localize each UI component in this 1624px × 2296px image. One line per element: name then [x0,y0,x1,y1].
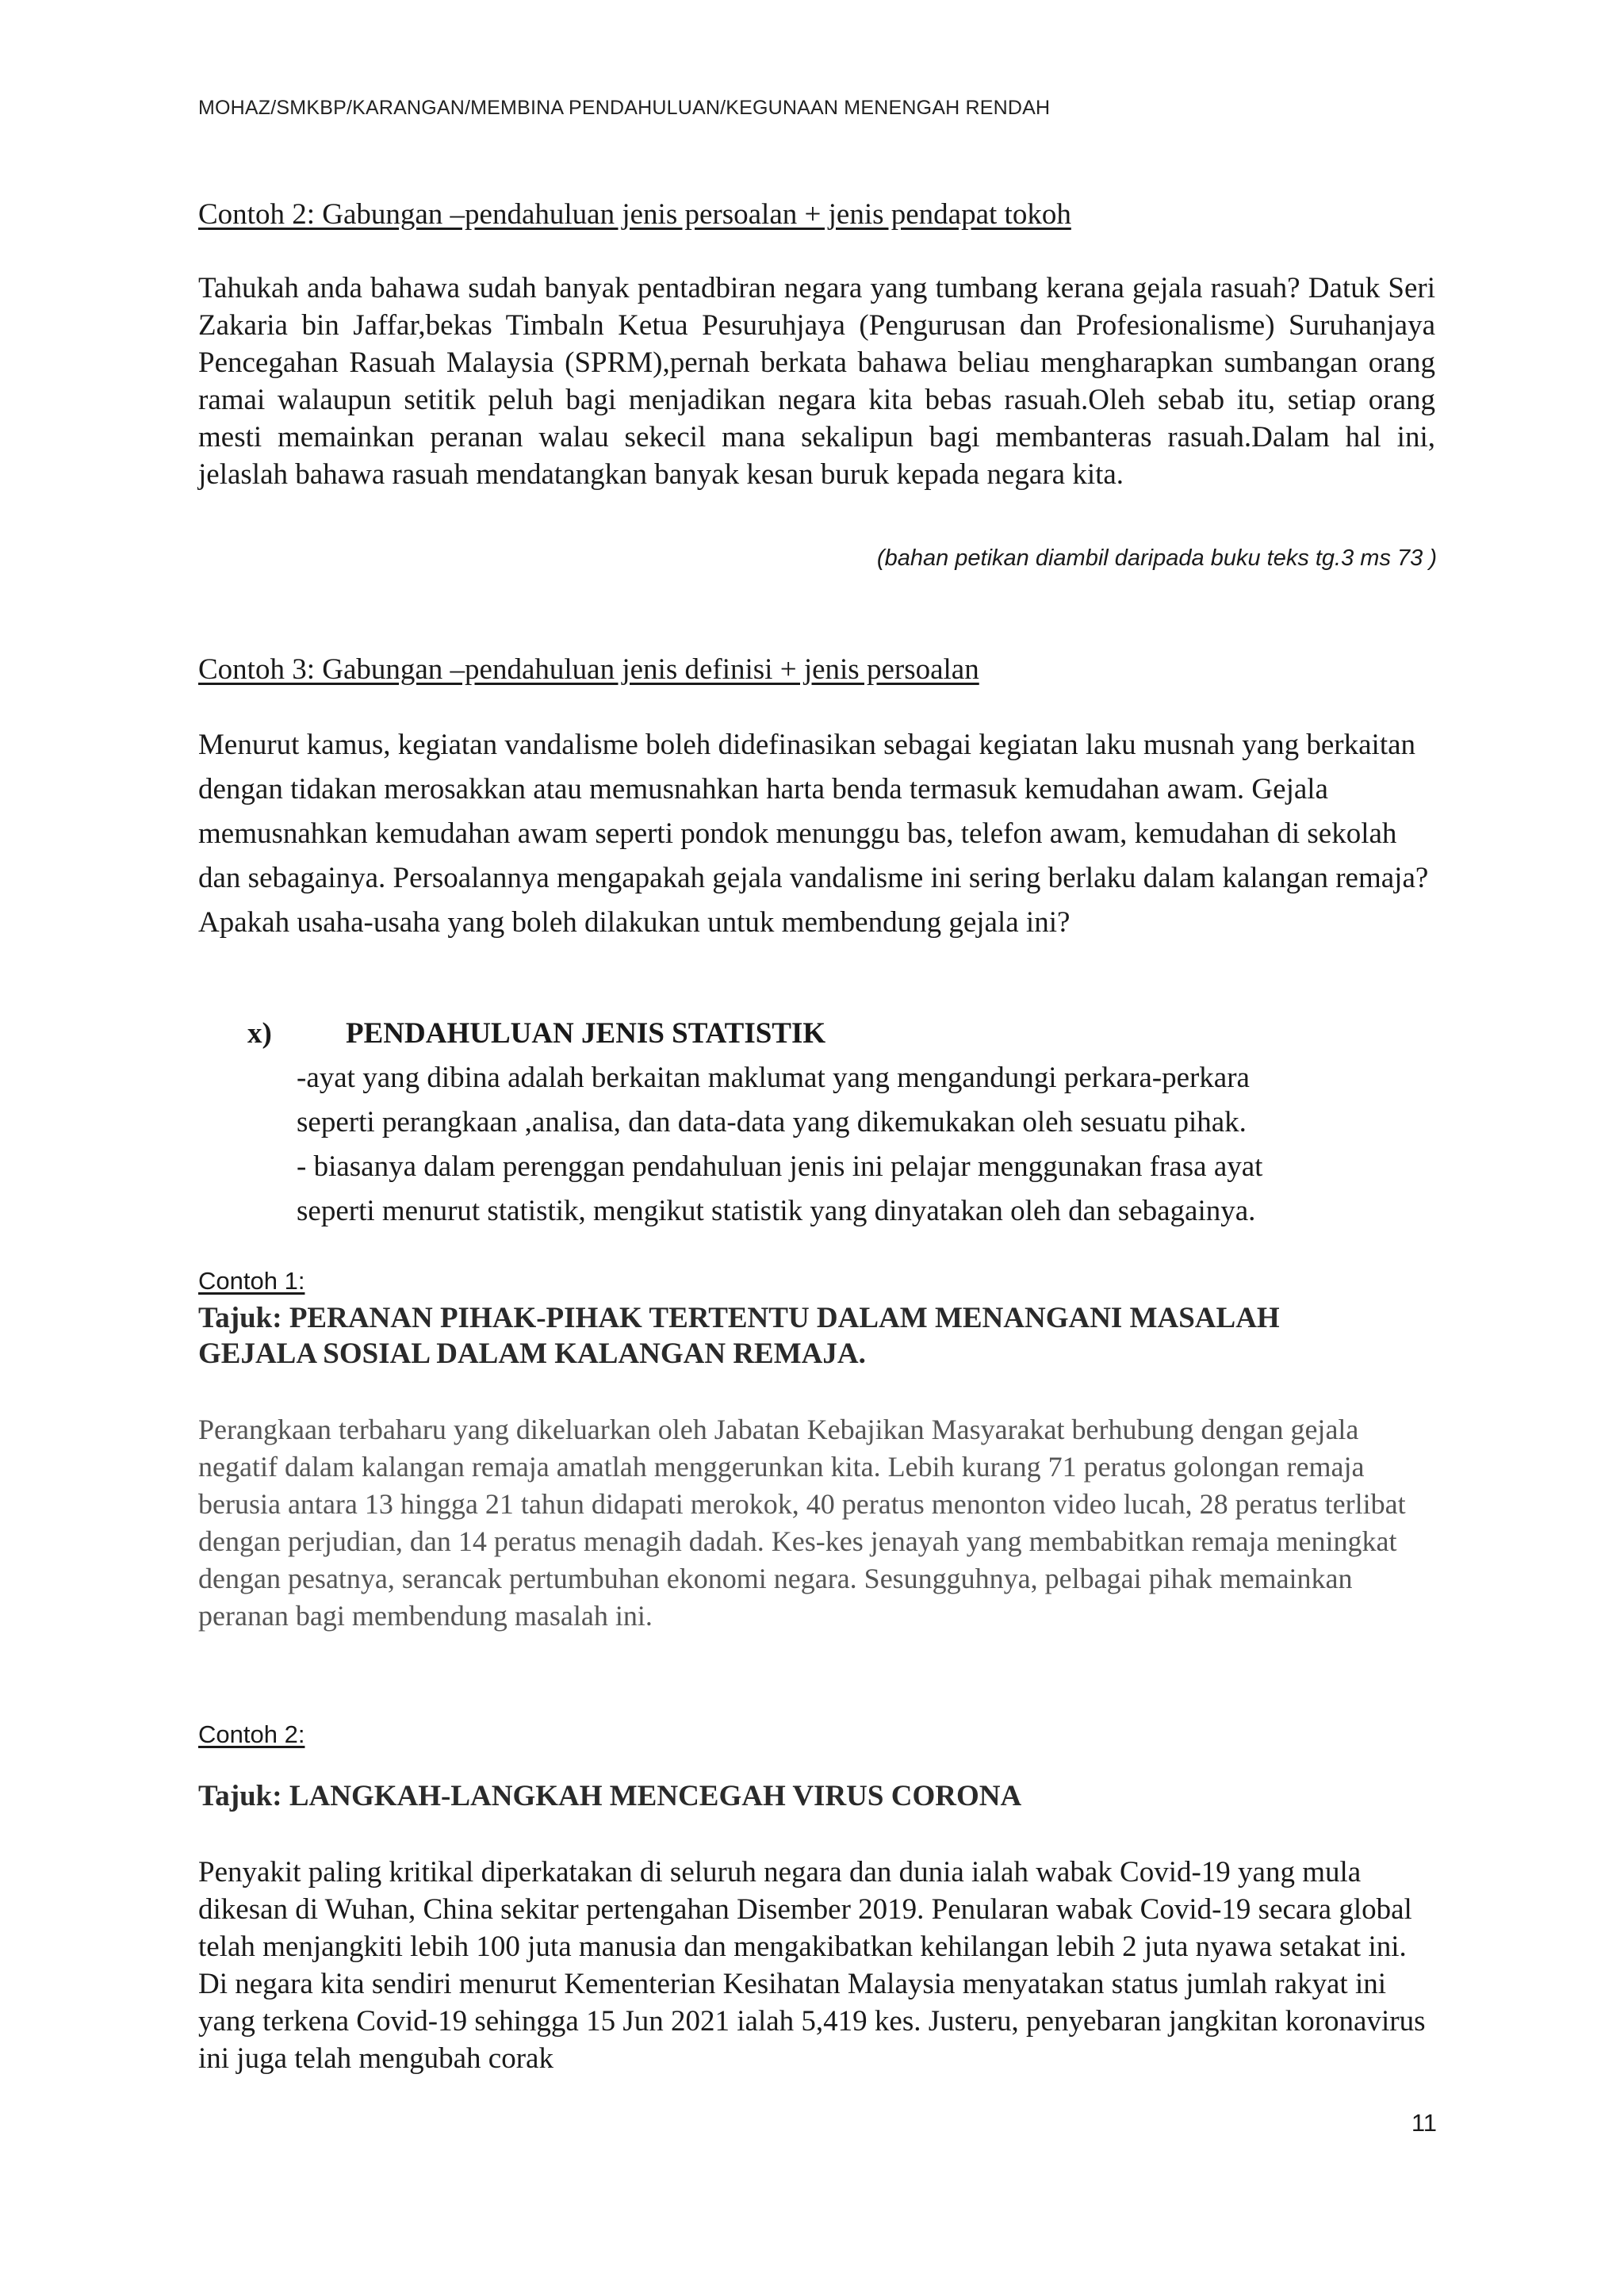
page-number: 11 [1411,2109,1437,2137]
source-note: (bahan petikan diambil daripada buku teks tg.3 ms 73 ) [876,545,1437,571]
description-line: - biasanya dalam perenggan pendahuluan jenis ini pelajar menggunakan frasa ayat [297,1150,1263,1183]
page-header: MOHAZ/SMKBP/KARANGAN/MEMBINA PENDAHULUAN/KEGUNAAN MENENGAH RENDAH [198,97,1051,119]
stat-example-1-paragraph: Perangkaan terbaharu yang dikeluarkan oleh Jabatan Kebajikan Masyarakat berhubung dengan gejala negatif dalam kalangan remaja amatlah menggerunkan kita. Lebih kurang 71 peratus golongan remaja berusia antara 13 hingga 21 tahun didapati merokok, 40 peratus menonton video lucah, 28 peratus terlibat dengan perjudian, dan 14 peratus menagih dadah. Kes-kes jenayah yang membabitkan remaja meningkat dengan pesatnya, serancak pertumbuhan ekonomi negara. Sesungguhnya, pelbagai pihak memainkan peranan bagi membendung masalah ini. [198,1414,1406,1632]
stat-example-1-title [198,1300,1435,1372]
stat-example-1-label: Contoh 1: [198,1267,305,1295]
title-line: Tajuk: PERANAN PIHAK-PIHAK TERTENTU DALAM MENANGANI MASALAH [198,1302,1280,1334]
section-marker: x) [247,1017,272,1050]
stat-example-2-paragraph: Penyakit paling kritikal diperkatakan di seluruh negara dan dunia ialah wabak Covid-19 yang mula dikesan di Wuhan, China sekitar pertengahan Disember 2019. Penularan wabak Covid-19 secara global telah menjangkiti lebih 100 juta manusia dan mengakibatkan kehilangan lebih 2 juta nyawa setakat ini. Di negara kita sendiri menurut Kementerian Kesihatan Malaysia menyatakan status jumlah rakyat ini yang terkena Covid-19 sehingga 15 Jun 2021 ialah 5,419 kes. Justeru, penyebaran jangkitan koronavirus ini juga telah mengubah corak [198,1856,1426,2075]
description-line: seperti menurut statistik, mengikut statistik yang dinyatakan oleh dan sebagainya. [297,1195,1256,1227]
title-line: GEJALA SOSIAL DALAM KALANGAN REMAJA. [198,1337,866,1370]
example-2-paragraph: Tahukah anda bahawa sudah banyak pentadbiran negara yang tumbang kerana gejala rasuah? Datuk Seri Zakaria bin Jaffar,bekas Timbaln Ketua Pesuruhjaya (Pengurusan dan Profesionalisme) Suruhanjaya Pencegahan Rasuah Malaysia (SPRM),pernah berkata bahawa beliau mengharapkan sumbangan orang ramai walaupun setitik peluh bagi menjadikan negara kita bebas rasuah.Oleh sebab itu, setiap orang mesti memainkan peranan walau sekecil mana sekalipun bagi membanteras rasuah.Dalam hal ini, jelaslah bahawa rasuah mendatangkan banyak kesan buruk kepada negara kita. [198,272,1435,491]
description-line: seperti perangkaan ,analisa, dan data-data yang dikemukakan oleh sesuatu pihak. [297,1106,1247,1138]
example-3-heading: Contoh 3: Gabungan –pendahuluan jenis definisi + jenis persoalan [198,653,979,686]
section-description [297,1056,1454,1234]
stat-example-2-label: Contoh 2: [198,1720,305,1748]
stat-example-2-title: Tajuk: LANGKAH-LANGKAH MENCEGAH VIRUS CORONA [198,1780,1022,1812]
section-title: PENDAHULUAN JENIS STATISTIK [346,1017,826,1050]
example-3-paragraph: Menurut kamus, kegiatan vandalisme boleh didefinasikan sebagai kegiatan laku musnah yang berkaitan dengan tidakan merosakkan atau memusnahkan harta benda termasuk kemudahan awam. Gejala memusnahkan kemudahan awam seperti pondok menunggu bas, telefon awam, kemudahan di sekolah dan sebagainya. Persoalannya mengapakah gejala vandalisme ini sering berlaku dalam kalangan remaja? Apakah usaha-usaha yang boleh dilakukan untuk membendung gejala ini? [198,729,1429,939]
example-2-heading: Contoh 2: Gabungan –pendahuluan jenis persoalan + jenis pendapat tokoh [198,198,1071,231]
description-line: -ayat yang dibina adalah berkaitan maklumat yang mengandungi perkara-perkara [297,1062,1250,1094]
